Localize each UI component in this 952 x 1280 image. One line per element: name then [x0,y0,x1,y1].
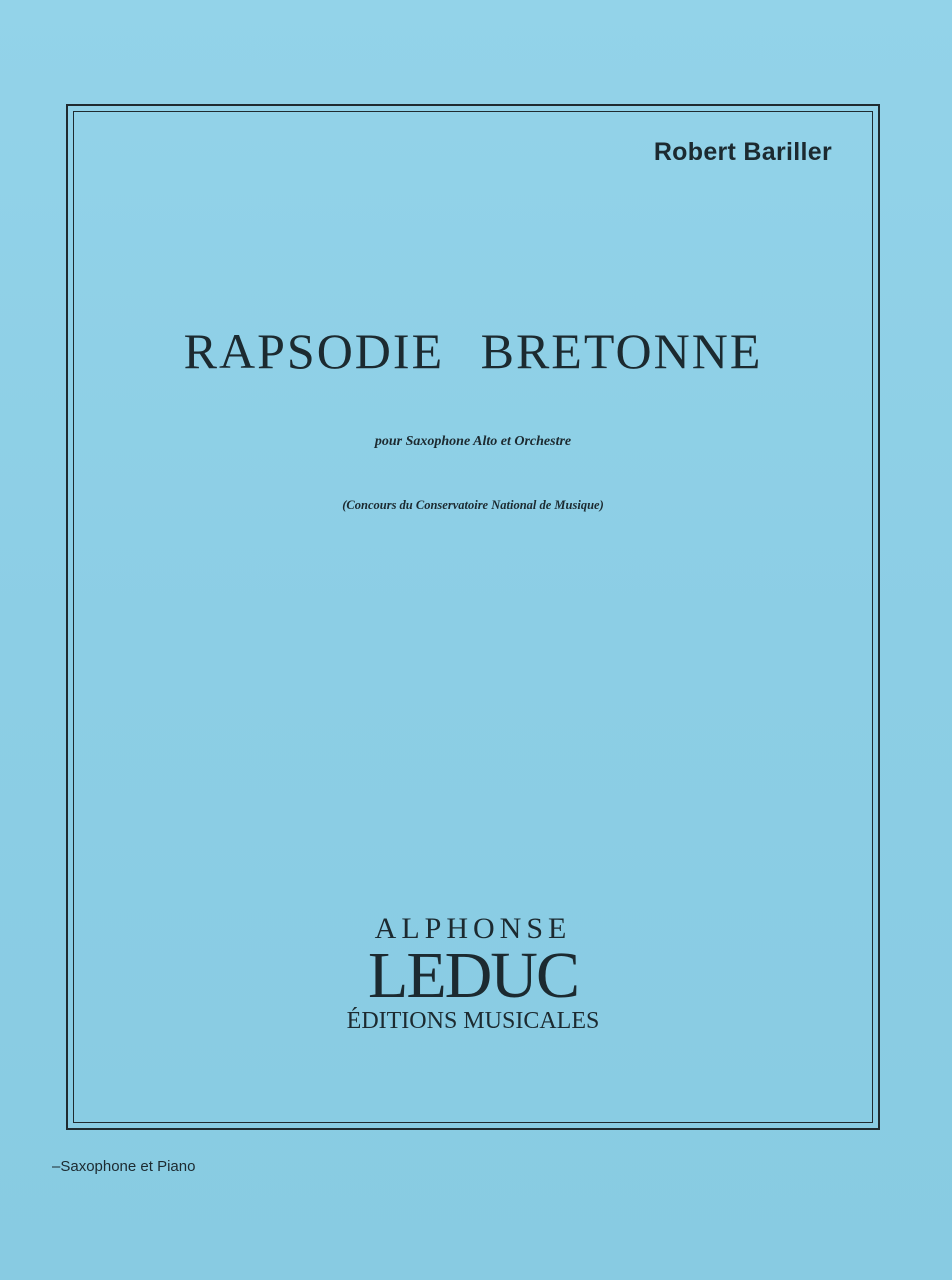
composer-name: Robert Bariller [653,138,832,166]
publisher-first-name: ALPHONSE [374,912,572,945]
cover-frame [66,104,880,1130]
edition-note: –Saxophone et Piano [52,1158,196,1175]
competition-note: (Concours du Conservatoire National de Musique) [342,498,604,512]
instrumentation-subtitle: pour Saxophone Alto et Orchestre [374,434,572,449]
publisher-name: LEDUC [368,939,578,1012]
work-title: RAPSODIE BRETONNE [183,323,763,379]
publisher-tagline: ÉDITIONS MUSICALES [346,1008,600,1034]
publisher-logo [68,912,878,1036]
